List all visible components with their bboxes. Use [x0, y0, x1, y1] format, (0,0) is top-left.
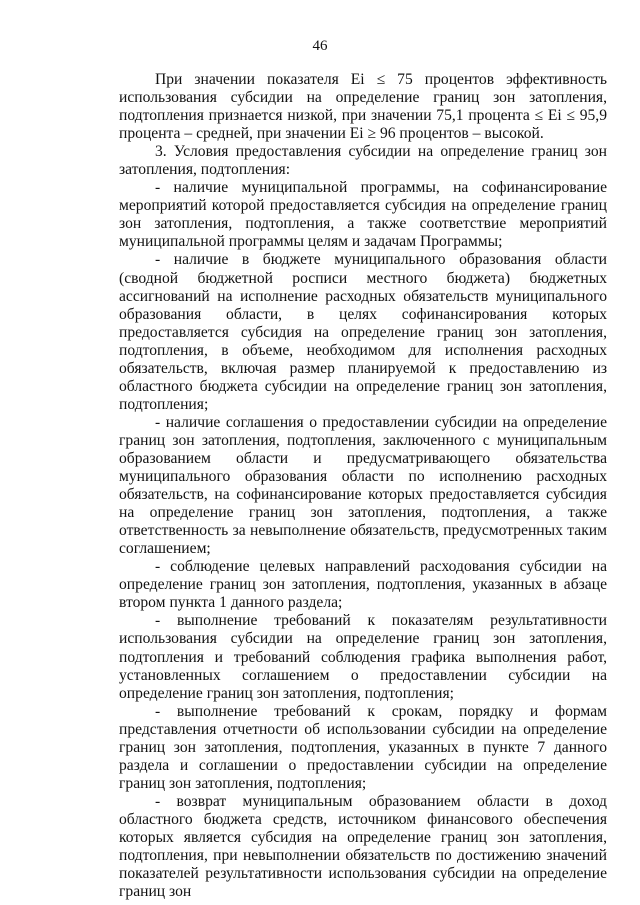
- paragraph-municipal-program: - наличие муниципальной программы, на софинансирование мероприятий которой предоставляется субсидия на определение границ зон затопления, подтопления, а также соответствие мероприятий муниципальной программы целям и задачам Программы;: [119, 179, 607, 251]
- document-body: [119, 71, 607, 901]
- paragraph-subsidy-agreement: - наличие соглашения о предоставлении субсидии на определение границ зон затопления, подтопления, заключенного с муниципальным образованием области и предусматривающего обязательства муниципального образования области по исполнению расходных обязательств, на софинансирование которых предоставляется субсидия на определение границ зон затопления, подтопления, а также ответственность за невыполнение обязательств, предусмотренных таким соглашением;: [119, 413, 607, 558]
- paragraph-target-spending: - соблюдение целевых направлений расходования субсидии на определение границ зон затопления, подтопления, указанных в абзаце втором пункта 1 данного раздела;: [119, 558, 607, 612]
- page-number: 46: [312, 38, 328, 54]
- paragraph-refund-obligation: - возврат муниципальным образованием области в доход областного бюджета средств, источником финансового обеспечения которых является субсидия на определение границ зон затопления, подтопления, при невыполнении обязательств по достижению значений показателей результативности использования субсидии на определение границ зон: [119, 792, 607, 901]
- paragraph-budget-allocations: - наличие в бюджете муниципального образования области (сводной бюджетной росписи местного бюджета) бюджетных ассигнований на исполнение расходных обязательств муниципального образования области, в целях софинансирования которых предоставляется субсидия на определение границ зон затопления, подтопления, в объеме, необходимом для исполнения расходных обязательств, включая размер планируемой к предоставлению из областного бюджета субсидии на определение границ зон затопления, подтопления;: [119, 251, 607, 413]
- paragraph-reporting-requirements: - выполнение требований к срокам, порядку и формам представления отчетности об использовании субсидии на определение границ зон затопления, подтопления, указанных в пункте 7 данного раздела и соглашении о предоставлении субсидии на определение границ зон затопления, подтопления;: [119, 702, 607, 792]
- paragraph-performance-requirements: - выполнение требований к показателям результативности использования субсидии на определение границ зон затопления, подтопления и требований соблюдения графика выполнения работ, установленных соглашением о предоставлении субсидии на определение границ зон затопления, подтопления;: [119, 612, 607, 702]
- paragraph-section-3-heading: 3. Условия предоставления субсидии на определение границ зон затопления, подтопления:: [119, 143, 607, 179]
- paragraph-efficiency-levels: При значении показателя Ei ≤ 75 процентов эффективность использования субсидии на определение границ зон затопления, подтопления признается низкой, при значении 75,1 процента ≤ Ei ≤ 95,9 процента – средней, при значении Ei ≥ 96 процентов – высокой.: [119, 71, 607, 143]
